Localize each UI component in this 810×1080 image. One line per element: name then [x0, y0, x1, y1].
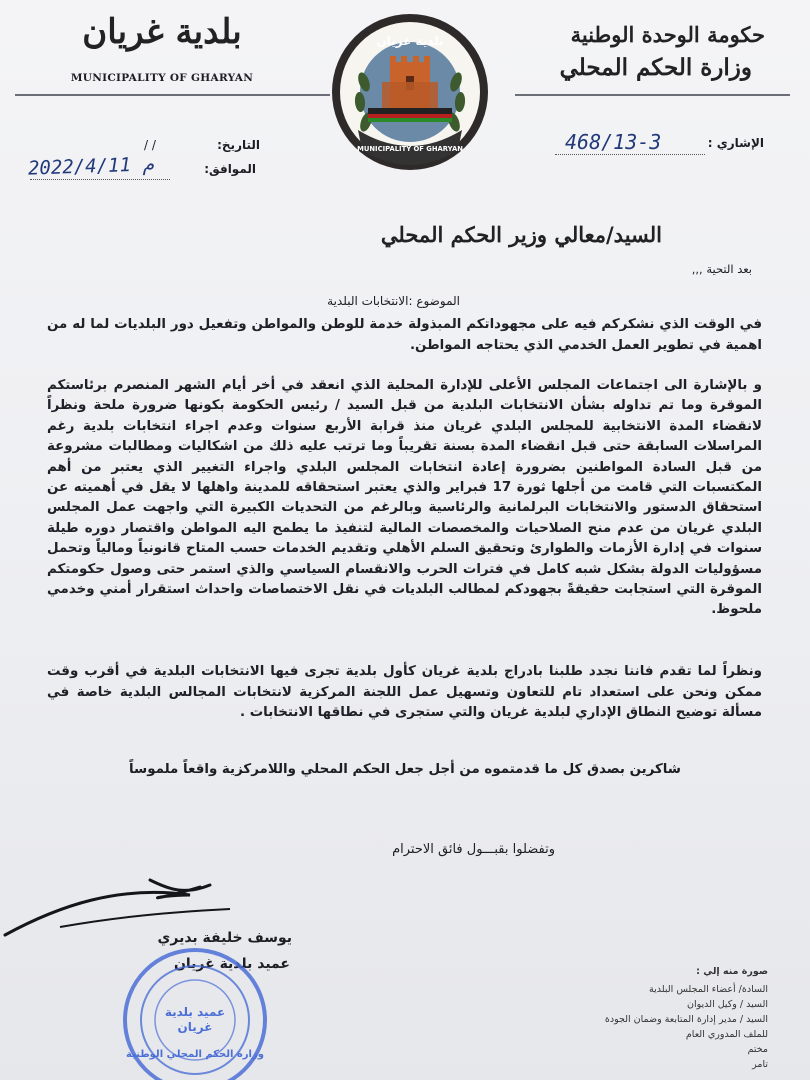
cc-item: السيد / مدير إدارة المتابعة وضمان الجودة	[604, 1014, 768, 1025]
government-name: حكومة الوحدة الوطنية	[570, 22, 765, 47]
cc-item: للملف المدوري العام	[685, 1029, 768, 1040]
stamp-ring-text: وزارة الحكم المحلي الوطنية	[126, 1049, 264, 1060]
cc-heading: صورة منه إلي :	[696, 966, 768, 977]
reference-underline	[555, 154, 705, 155]
seal-bottom-text: MUNICIPALITY OF GHARYAN	[357, 145, 463, 153]
reference-label: الإشاري :	[707, 136, 764, 150]
date-underline	[30, 179, 170, 180]
header-divider-right	[515, 94, 790, 96]
paragraph-main-request: و بالإشارة الى اجتماعات المجلس الأعلى للإدارة المحلية الذي انعقد في أخر أيام الشهر المنصرم برئاستكم الموقرة وما تم تداوله بشأن الانتخابات البلدية من قبل السيد / رئيس الحكومة بكونها ضرورة ملحة ونظراً لانقضاء المدة الانتخابية للمجلس البلدي غريان منذ قرابة الأربع سنوات وعدم اجراء انتخابات بلدية رغم المراسلات السابقة حتى قبل انقضاء المدة بسنة تقريباً وما ترتب عليه ذلك من اشكاليات ومطالبات مشروعة من قبل السادة المواطنين بضرورة إعادة انتخابات المجلس البلدي واجراء التغيير الذي يعتبر من أهم المكتسبات التي قامت من أجلها ثورة 17 فبراير والذي يعتبر استحقاقه للمدينة واهلها لا يقل في أهميته عن استحقاق الدستور والانتخابات البرلمانية والرئاسية وبالرغم من التحديات الكبيرة التي واجهت عمل المجلس البلدي غريان من عدم منح الصلاحيات والمخصصات المالية لتنفيذ ما يطمح اليه المواطن واقتصار دوره طيلة سنوات في إدارة الأزمات والطوارئ وتحقيق السلم الأهلي وتقديم الخدمات حسب المتاح قانونياً ومالياً وتحمل مسؤوليات الدولة بشكل شبه كامل في فترات الحرب والانقسام السياسي والذي استمر حتى وصول حكومتكم الموقرة التي استجابت حقيقةً بجهودكم لمطالب البلديات في نقل الاختصاصات واحداث استقرار أمني وخدمي ملحوظ.	[47, 378, 762, 618]
paragraph-appreciation: في الوقت الذي نشكركم فيه على مجهوداتكم المبذولة خدمة للوطن والمواطن وتفعيل دور البلديات لما له من اهمية في تطوير العمل الخدمي الذي يحتاجه المواطن.	[47, 317, 762, 353]
signatory-name: يوسف خليفة بديري	[157, 930, 292, 946]
handwritten-reference: 468/13-3	[565, 130, 662, 154]
municipality-seal-logo	[330, 12, 490, 172]
paragraph-renewed-request: ونظراً لما تقدم فاننا نجدد طلبنا بادراج بلدية غريان كأول بلدية تجرى فيها الانتخابات البلدية في أقرب وقت ممكن ونحن على استعداد تام للتعاون وتسهيل عمل اللجنة المركزية لانتخابات المجالس البلدية خاصة في مسألة توضيح النطاق الإداري لبلدية غريان والتي ستجرى في نطاقها الانتخابات .	[47, 664, 762, 721]
signatory-title: عميد بلدية غريان	[173, 956, 290, 972]
cc-item: تامر	[752, 1059, 768, 1070]
handwritten-date: 2022/4/11 م	[27, 153, 155, 180]
seal-top-text: بلدية غريان	[376, 34, 444, 48]
official-stamp	[120, 945, 270, 1080]
recipient-line: السيد/معالي وزير الحكم المحلي	[380, 222, 662, 247]
closing-line: وتفضلوا بقبـــول فائق الاحترام	[392, 842, 555, 857]
thanks-line: شاكرين بصدق كل ما قدمتموه من أجل جعل الحكم المحلي واللامركزية واقعاً ملموساً	[129, 762, 681, 777]
municipality-name-arabic: بلدية غريان	[82, 12, 242, 52]
cc-item: مختم	[747, 1044, 768, 1055]
cc-item: السيد / وكيل الديوان	[687, 999, 768, 1010]
stamp-center-text: عميد بلدية غريان	[164, 1005, 226, 1034]
date-blank: / /	[144, 138, 156, 152]
header-divider-left	[15, 94, 330, 96]
cc-item: السادة/ أعضاء المجلس البلدية	[649, 984, 768, 995]
municipality-name-english: MUNICIPALITY OF GHARYAN	[70, 72, 254, 84]
greeting: بعد التحية ,,,	[691, 262, 752, 276]
cc-list	[568, 984, 768, 1074]
subject-line: الموضوع :الانتخابات البلدية	[327, 294, 460, 308]
date-label: التاريخ:	[217, 138, 260, 152]
corresponding-date-label: الموافق:	[204, 162, 256, 176]
ministry-name: وزارة الحكم المحلي	[559, 54, 752, 81]
